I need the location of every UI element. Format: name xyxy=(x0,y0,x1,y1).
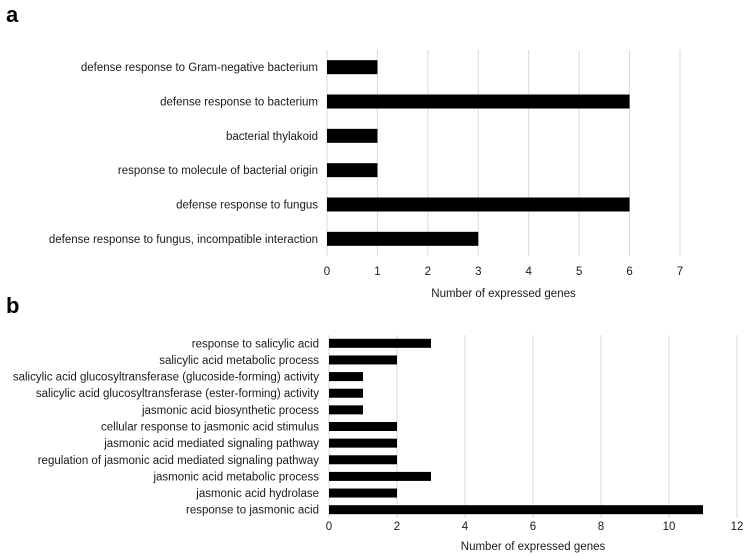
category-label-a: defense response to Gram-negative bacterium xyxy=(80,62,318,75)
x-tick-label-b: 0 xyxy=(325,521,333,533)
x-tick-label-b: 6 xyxy=(529,521,537,533)
bar-b xyxy=(329,405,363,414)
category-label-b: response to salicylic acid xyxy=(191,338,319,351)
chart-panel-b xyxy=(13,335,744,553)
chart-panel-a xyxy=(49,50,683,300)
category-label-b: cellular response to jasmonic acid stimulus xyxy=(101,421,319,434)
category-label-b: response to jasmonic acid xyxy=(186,504,319,517)
x-tick-label-a: 3 xyxy=(475,266,482,278)
x-tick-label-a: 1 xyxy=(374,266,381,278)
x-tick-label-a: 0 xyxy=(323,266,331,278)
bar-b xyxy=(329,472,431,481)
x-tick-label-b: 12 xyxy=(730,521,744,533)
category-label-b: jasmonic acid metabolic process xyxy=(153,471,319,484)
bar-a xyxy=(327,163,377,177)
bar-b xyxy=(329,439,397,448)
bar-a xyxy=(327,95,630,109)
bar-b xyxy=(329,489,397,498)
panel-label-a: a xyxy=(6,2,19,27)
category-label-b: jasmonic acid biosynthetic process xyxy=(141,404,319,417)
x-axis-title-a: Number of expressed genes xyxy=(431,288,576,300)
panel-label-b: b xyxy=(6,293,20,318)
x-tick-label-a: 5 xyxy=(575,266,583,278)
bar-b xyxy=(329,355,397,364)
x-tick-label-a: 4 xyxy=(525,266,532,278)
x-tick-label-b: 4 xyxy=(461,521,469,533)
bar-a xyxy=(327,60,377,74)
x-axis-title-b: Number of expressed genes xyxy=(460,541,606,553)
bar-b xyxy=(329,505,703,514)
bar-b xyxy=(329,372,363,381)
bar-b xyxy=(329,455,397,464)
bar-a xyxy=(327,232,478,246)
category-label-b: regulation of jasmonic acid mediated signaling pathway xyxy=(37,454,319,467)
category-label-a: response to molecule of bacterial origin xyxy=(117,165,318,178)
x-tick-label-b: 10 xyxy=(662,521,676,533)
bar-b xyxy=(329,422,397,431)
category-label-a: defense response to bacterium xyxy=(160,96,318,109)
category-label-b: salicylic acid glucosyltransferase (glucoside-forming) activity xyxy=(12,371,319,384)
category-label-b: salicylic acid metabolic process xyxy=(159,354,319,367)
category-label-a: defense response to fungus, incompatible interaction xyxy=(48,233,318,246)
category-label-a: bacterial thylakoid xyxy=(225,130,318,143)
category-label-b: jasmonic acid hydrolase xyxy=(196,488,319,501)
x-tick-label-a: 2 xyxy=(424,266,432,278)
x-tick-label-b: 8 xyxy=(597,521,605,533)
bar-a xyxy=(327,198,630,212)
x-tick-label-a: 7 xyxy=(676,266,684,278)
category-label-b: salicylic acid glucosyltransferase (ester-forming) activity xyxy=(35,388,319,401)
category-label-a: defense response to fungus xyxy=(176,199,318,212)
bar-a xyxy=(327,129,377,143)
category-label-b: jasmonic acid mediated signaling pathway xyxy=(104,438,319,451)
x-tick-label-a: 6 xyxy=(626,266,633,278)
bar-b xyxy=(329,389,363,398)
bar-b xyxy=(329,339,431,348)
x-tick-label-b: 2 xyxy=(393,521,401,533)
